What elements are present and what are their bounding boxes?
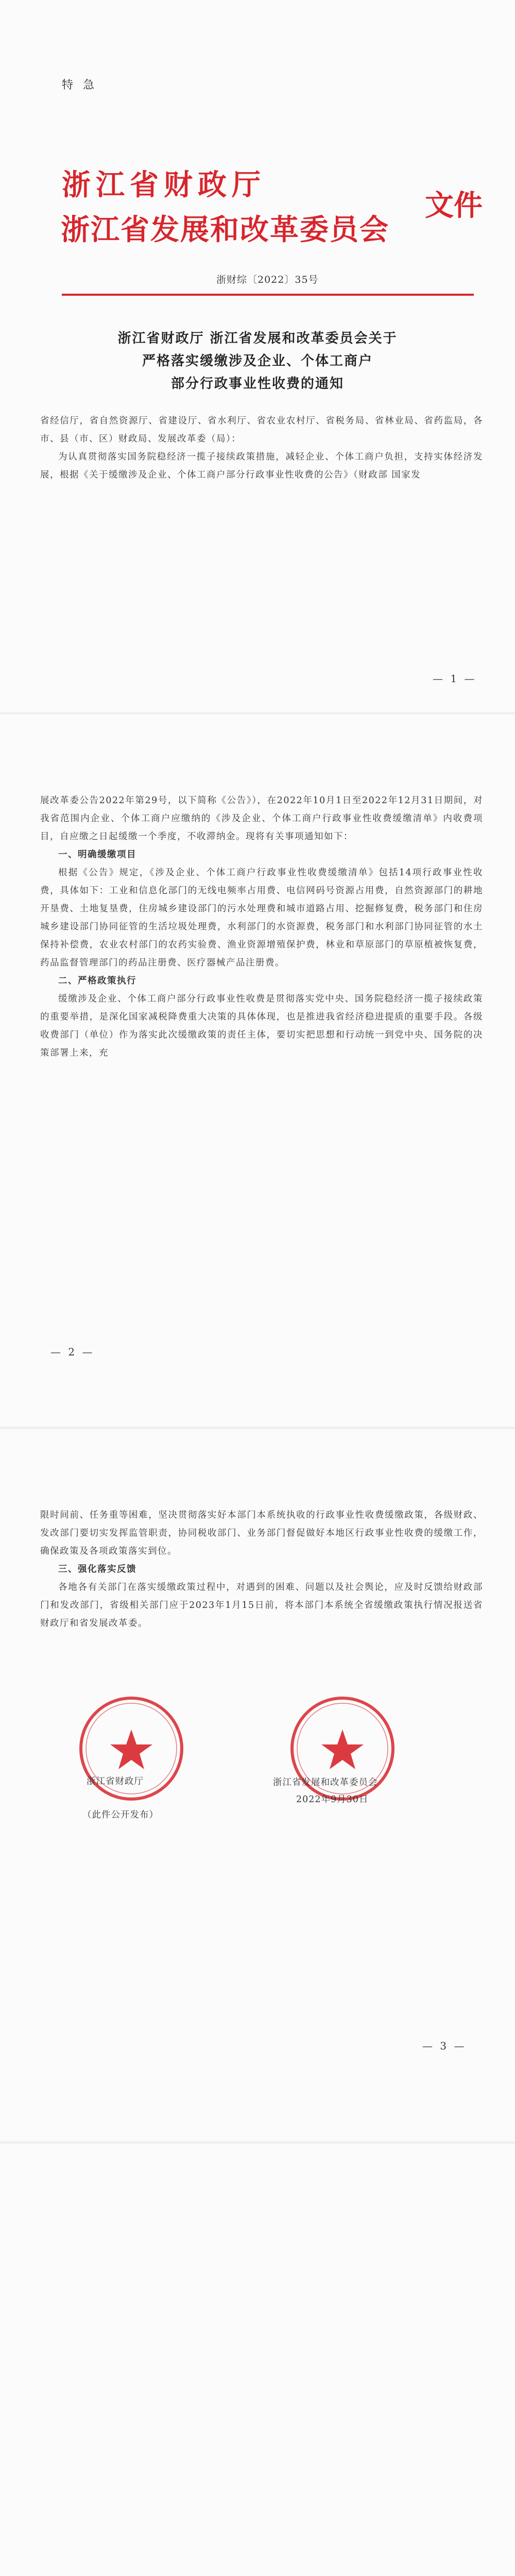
page-number-3: — 3 — — [422, 2040, 467, 2052]
section-1-heading: 一、明确缓缴项目 — [58, 850, 136, 860]
document-number: 浙财综〔2022〕35号 — [216, 274, 319, 285]
page2-body — [40, 792, 483, 1062]
title-line-2: 严格落实缓缴涉及企业、个体工商户 — [142, 353, 373, 369]
page-number-1: — 1 — — [433, 672, 477, 685]
addressee: 省经信厅，省自然资源厅、省建设厅、省水利厅、省农业农村厅、省税务局、省林业局、省药监局，各市、县（市、区）财政局、发展改革委（局）： — [40, 416, 483, 444]
page3-body — [40, 1506, 483, 1633]
signature-left-org: 浙江省财政厅 — [87, 1776, 144, 1787]
red-divider — [62, 294, 474, 296]
section-3-heading: 三、强化落实反馈 — [58, 1564, 136, 1574]
section-1-body: 根据《公告》规定，《涉及企业、个体工商户行政事业性收费缓缴清单》包括14项行政事业性收费，具体如下：工业和信息化部门的无线电频率占用费、电信网码号资源占用费，自然资源部门的耕地开垦费、土地复垦费，住房城乡建设部门的污水处理费和城市道路占用、挖掘修复费，税务部门和住房城乡建设部门协同征管的生活垃圾处理费，水利部门的水资源费，税务部门和水利部门协同征管的水土保持补偿费，农业农村部门的农药实验费、渔业资源增殖保护费，林业和草原部门的草原植被恢复费，药品监督管理部门的药品注册费、医疗器械产品注册费。 — [40, 868, 483, 968]
page-4 — [0, 2144, 515, 2576]
signature-date: 2022年9月30日 — [296, 1794, 369, 1805]
title-line-3: 部分行政事业性收费的通知 — [170, 376, 344, 392]
page-3 — [0, 1429, 515, 2144]
section-2-body: 缓缴涉及企业、个体工商户部分行政事业性收费是贯彻落实党中央、国务院稳经济一揽子接续政策的重要举措，是深化国家减税降费重大决策的具体体现，也是推进我省经济稳进提质的重要手段。各级收费部门（单位）作为落实此次缓缴政策的责任主体，要切实把思想和行动统一到党中央、国务院的决策部署上来，充 — [40, 994, 483, 1058]
signature-right-org: 浙江省发展和改革委员会 — [273, 1777, 378, 1788]
title-line-1: 浙江省财政厅 浙江省发展和改革委员会关于 — [117, 331, 398, 346]
issuer-ndrc: 浙江省发展和改革委员会 — [61, 213, 389, 247]
urgency-label: 特 急 — [62, 79, 97, 92]
page1-body — [40, 412, 483, 484]
intro-paragraph: 为认真贯彻落实国务院稳经济一揽子接续政策措施，减轻企业、个体工商户负担，支持实体经济发展，根据《关于缓缴涉及企业、个体工商户部分行政事业性收费的公告》（财政部 国家发 — [40, 452, 483, 480]
disclosure-note: （此件公开发布） — [82, 1810, 159, 1820]
section-3-body: 各地各有关部门在落实缓缴政策过程中，对遇到的困难、问题以及社会舆论，应及时反馈给财政部门和发改部门，省级相关部门应于2023年1月15日前，将本部门本系统全省缓缴政策执行情况报送省财政厅和省发展改革委。 — [40, 1582, 483, 1629]
issuer-finance: 浙江省财政厅 — [62, 168, 266, 202]
page-2 — [0, 715, 515, 1429]
page-1 — [0, 0, 515, 715]
document-suffix: 文件 — [425, 189, 483, 223]
section-2-heading: 二、严格政策执行 — [58, 976, 136, 986]
page-number-2: — 2 — — [50, 1346, 95, 1358]
intro-continued: 展改革委公告2022年第29号，以下简称《公告》），在2022年10月1日至2022年12月31日期间，对我省范围内企业、个体工商户应缴纳的《涉及企业、个体工商户行政事业性收费缓缴清单》内收费项目，自应缴之日起缓缴一个季度，不收滞纳金。现将有关事项通知如下： — [40, 795, 483, 842]
section-2-continued: 限时间前、任务重等困难，坚决贯彻落实好本部门本系统执收的行政事业性收费缓缴政策，各级财政、发改部门要切实发挥监管职责，协同税收部门、业务部门督促做好本地区行政事业性收费的缓缴工作，确保政策及各项政策落实到位。 — [40, 1510, 483, 1556]
